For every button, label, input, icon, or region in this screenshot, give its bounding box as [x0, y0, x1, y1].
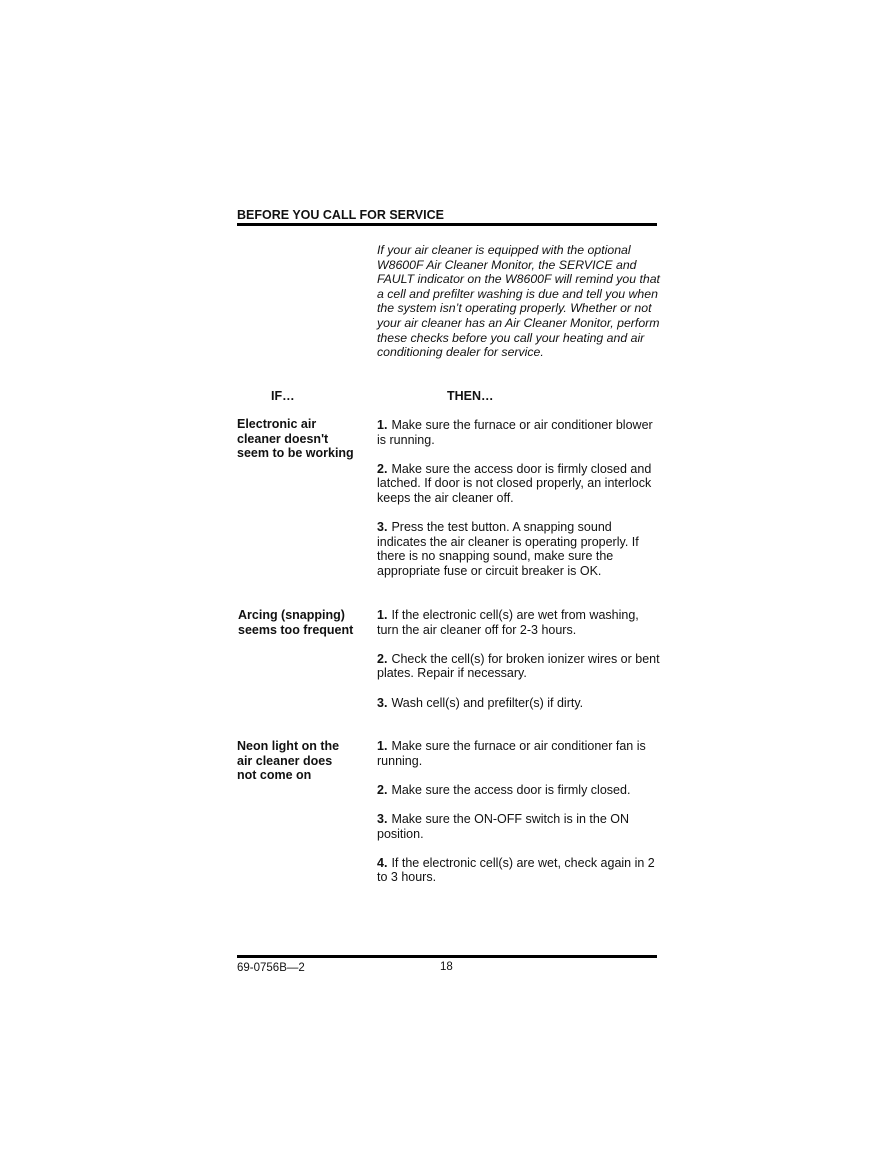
step-number: 1.: [377, 739, 388, 753]
step-text: Wash cell(s) and prefilter(s) if dirty.: [391, 695, 584, 710]
step-text: Make sure the furnace or air conditioner blower is running.: [377, 418, 653, 447]
step-number: 4.: [377, 855, 388, 870]
condition-not-working: Electronic air cleaner doesn't seem to be working: [237, 417, 354, 461]
page-title: BEFORE YOU CALL FOR SERVICE: [237, 208, 444, 222]
step-text: Make sure the ON-OFF switch is in the ON position.: [377, 811, 629, 841]
step-item: [377, 696, 662, 711]
step-item: [377, 652, 662, 681]
step-text: Check the cell(s) for broken ionizer wires or bent plates. Repair if necessary.: [377, 651, 660, 681]
page-number: 18: [440, 961, 453, 973]
step-text: If the electronic cell(s) are wet from washing, turn the air cleaner off for 2-3 hours.: [377, 608, 639, 637]
step-number: 3.: [377, 520, 388, 535]
steps-neon-light: [377, 739, 662, 900]
step-item: [377, 418, 662, 447]
step-text: Make sure the access door is firmly closed.: [391, 782, 631, 797]
step-item: [377, 520, 662, 578]
step-item: [377, 608, 662, 637]
steps-arcing: [377, 608, 662, 725]
step-text: Make sure the access door is firmly closed and latched. If door is not closed properly, an interlock keeps the air cleaner off.: [377, 461, 652, 505]
steps-not-working: [377, 418, 662, 593]
step-number: 1.: [377, 608, 388, 622]
step-number: 2.: [377, 461, 388, 476]
then-column-header: THEN…: [447, 389, 494, 403]
step-item: [377, 462, 662, 506]
step-number: 1.: [377, 418, 388, 432]
document-code: 69-0756B—2: [237, 962, 305, 974]
step-item: [377, 739, 662, 768]
condition-arcing: Arcing (snapping) seems too frequent: [238, 608, 354, 637]
if-column-header: IF…: [271, 389, 295, 403]
step-item: [377, 856, 662, 885]
step-number: 3.: [377, 811, 388, 826]
step-item: [377, 783, 662, 798]
header-rule: [237, 223, 657, 226]
condition-neon-light: Neon light on the air cleaner does not come on: [237, 739, 340, 783]
step-number: 2.: [377, 782, 388, 797]
step-number: 3.: [377, 695, 388, 710]
footer-rule: [237, 955, 657, 958]
step-text: Press the test button. A snapping sound indicates the air cleaner is operating properly. If there is no snapping sound, make sure the appropriate fuse or circuit breaker is OK.: [377, 520, 639, 578]
step-text: If the electronic cell(s) are wet, check again in 2 to 3 hours.: [377, 855, 655, 885]
step-item: [377, 812, 662, 841]
step-number: 2.: [377, 651, 388, 666]
intro-paragraph: If your air cleaner is equipped with the optional W8600F Air Cleaner Monitor, the SERVICE and FAULT indicator on the W8600F will remind you that a cell and prefilter washing is due and tell you when the system isn’t operating properly. Whether or not your air cleaner has an Air Cleaner Monitor, perform these checks before you call your heating and air conditioning dealer for service.: [377, 243, 660, 360]
step-text: Make sure the furnace or air conditioner fan is running.: [377, 739, 646, 768]
